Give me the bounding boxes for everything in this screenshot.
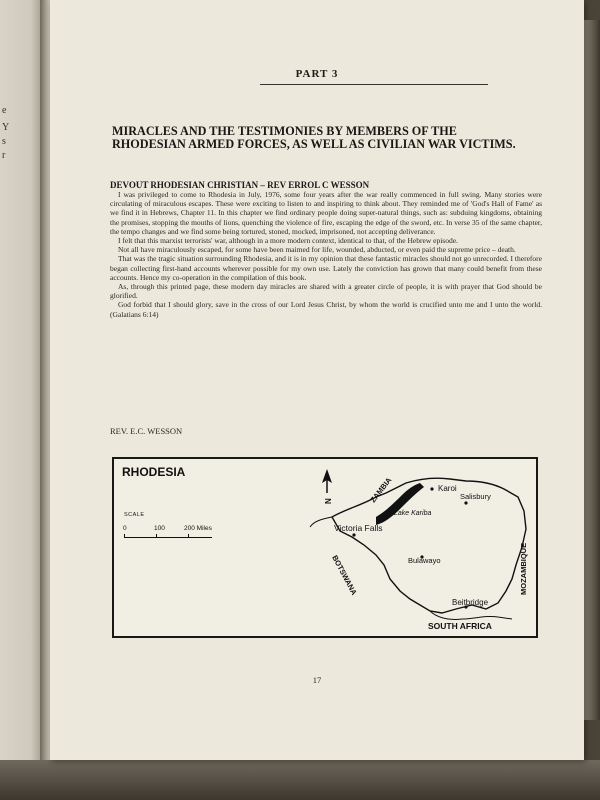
label-salisbury: Salisbury: [460, 492, 491, 501]
label-bulawayo: Bulawayo: [408, 556, 441, 565]
label-botswana: BOTSWANA: [330, 553, 359, 597]
label-beitbridge: Beitbridge: [452, 598, 489, 607]
book-page: [50, 0, 584, 760]
label-mozambique: MOZAMBIQUE: [519, 542, 528, 595]
north-arrow-icon: [322, 469, 332, 493]
north-label: N: [324, 498, 333, 504]
facing-page-fragment: s: [2, 136, 6, 147]
paragraph: That was the tragic situation surrounding Rhodesia, and it is in my opinion that these fantastic miracles should not go unrecorded. I therefore began collecting first-hand accounts wherever possible for my own use. Lately the conviction has grown that many could benefit from these accounts. Hence my co-operation in the compilation of this book.: [110, 254, 542, 282]
paragraph: I felt that this marxist terrorists' war, although in a more modern context, identical to that, of the Hebrew episode.: [118, 236, 458, 246]
facing-page-fragment: Y: [2, 122, 10, 133]
map-scale-label: SCALE: [124, 512, 145, 518]
section-heading: DEVOUT RHODESIAN CHRISTIAN – REV ERROL C WESSON: [110, 180, 370, 190]
scale-tick-label: 200 Miles: [184, 525, 212, 532]
label-south-africa: SOUTH AFRICA: [428, 621, 492, 631]
rhodesia-outline: [332, 478, 526, 613]
label-karoi: Karoi: [438, 484, 457, 493]
facing-page-fragment: r: [2, 150, 6, 161]
page-number: 17: [312, 675, 322, 685]
body-text: [110, 190, 542, 319]
label-zambia: ZAMBIA: [368, 475, 394, 505]
part-title: PART 3: [295, 68, 339, 80]
part-title-rule: [260, 84, 488, 85]
rhodesia-map: [112, 457, 538, 638]
scale-tick-label: 100: [154, 525, 165, 532]
map-drawing: [114, 459, 536, 636]
border-line: [310, 517, 332, 527]
facing-page-fragment: e: [2, 105, 7, 116]
facing-page-edge: [0, 0, 44, 800]
paragraph: Not all have miraculously escaped, for some have been maimed for life, wounded, abducted, or even paid the supreme price – death.: [118, 245, 516, 255]
table-surface: [0, 760, 600, 800]
paragraph: As, through this printed page, these modern day miracles are shared with a greater circle of people, it is with prayer that God should be glorified.: [110, 282, 542, 301]
label-victoria-falls: Victoria Falls: [334, 523, 383, 533]
paragraph: God forbid that I should glory, save in the cross of our Lord Jesus Christ, by whom the world is crucified unto me and I unto the world. (Galatians 6:14): [110, 300, 542, 319]
author-signature: REV. E.C. WESSON: [110, 426, 183, 436]
paragraph: I was privileged to come to Rhodesia in July, 1976, some four years after the war really commenced in full swing. Many stories were circulating of miraculous escapes. These were exciting to listen to and inspiring to think about. They reminded me of 'God's Hall of Fame' as we find it in Hebrews, Chapter 11. In this chapter we find ordinary people doing super-natural things, such as: subduing kingdoms, obtaining the promises, stopping the mouths of lions, quenching the violence of fire, escaping the edge of the sword, etc. In verse 35 of the same chapter, the tempo changes and we find some being tortured, stoned, mocked, imprisoned, not accepting deliverance.: [110, 190, 542, 236]
chapter-heading: MIRACLES AND THE TESTIMONIES BY MEMBERS OF THE RHODESIAN ARMED FORCES, AS WELL AS CIVILIAN WAR VICTIMS.: [112, 124, 516, 151]
label-lake-kariba: Lake Kariba: [394, 510, 432, 517]
town-dot: [464, 501, 467, 504]
map-title: RHODESIA: [122, 465, 186, 479]
scale-tick-label: 0: [123, 525, 127, 532]
page-stack-edge: [584, 20, 600, 720]
town-dot: [430, 487, 433, 490]
town-dot: [352, 533, 355, 536]
